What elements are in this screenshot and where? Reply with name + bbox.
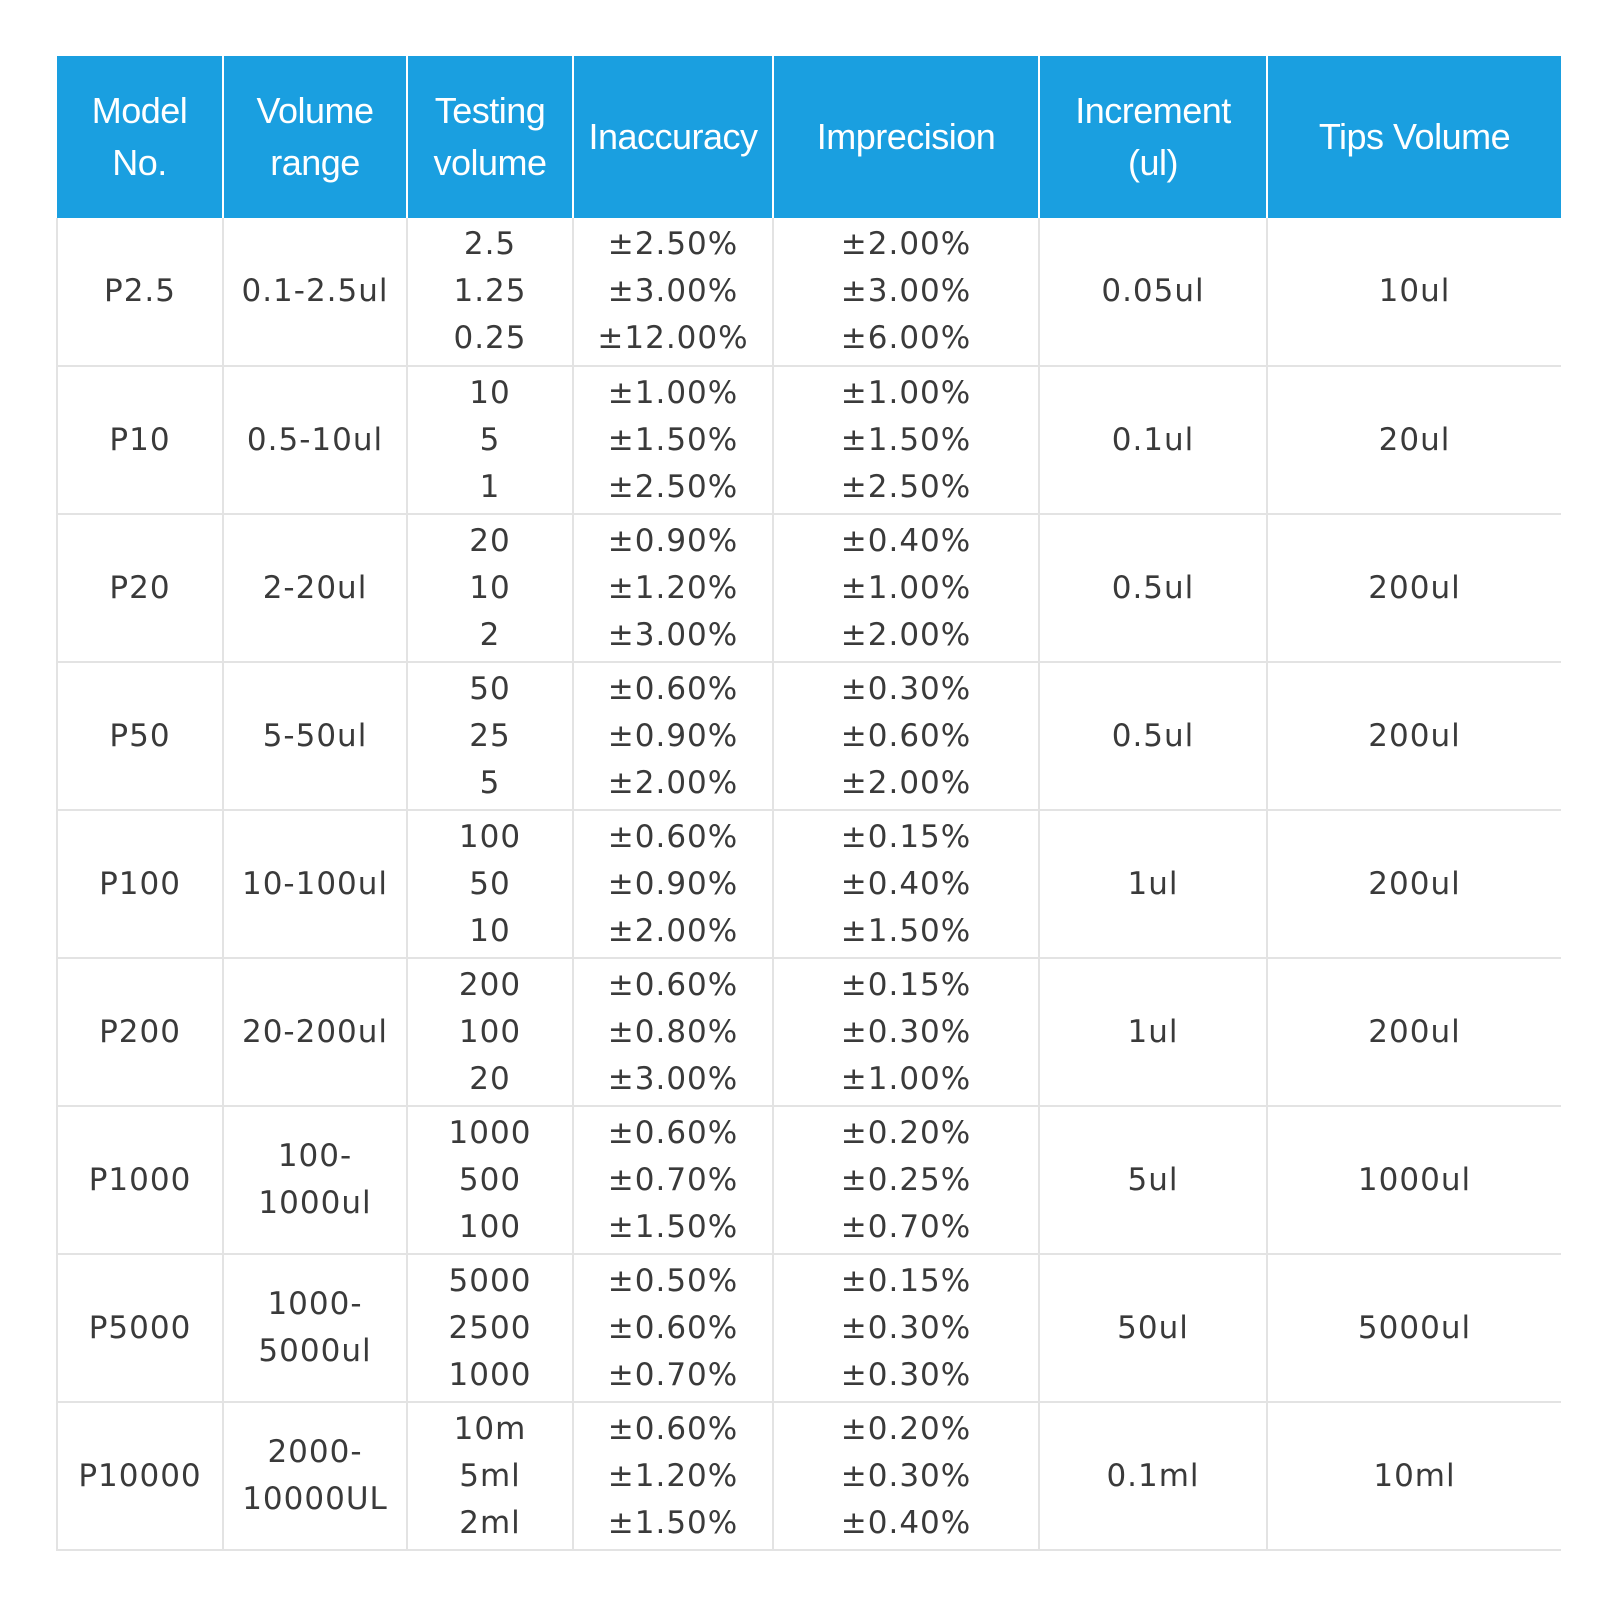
cell-testing-volume-line: 1 xyxy=(479,468,501,505)
cell-inaccuracy xyxy=(573,1254,773,1402)
cell-testing-volume-line: 100 xyxy=(458,1208,522,1245)
cell-testing-volume-line: 5 xyxy=(479,764,501,801)
cell-testing-volume-line: 200 xyxy=(458,966,522,1003)
cell-imprecision-line: ±1.00% xyxy=(840,569,972,606)
cell-inaccuracy xyxy=(573,218,773,366)
cell-volume-range-line: 5000ul xyxy=(258,1333,372,1369)
cell-testing-volume-line: 2 xyxy=(479,616,501,653)
cell-testing-volume-line: 50 xyxy=(469,865,511,902)
cell-imprecision-line: ±0.15% xyxy=(840,1262,972,1299)
cell-imprecision-line: ±0.30% xyxy=(840,1013,972,1050)
cell-model-no: P1000 xyxy=(57,1106,223,1254)
cell-inaccuracy xyxy=(573,1402,773,1550)
table-row xyxy=(57,514,1561,662)
cell-inaccuracy-line: ±0.60% xyxy=(607,818,739,855)
cell-volume-range-line: 0.1-2.5ul xyxy=(241,273,389,309)
cell-imprecision-line: ±1.00% xyxy=(840,1060,972,1097)
cell-tips-volume: 10ul xyxy=(1267,218,1561,366)
table-row xyxy=(57,662,1561,810)
cell-inaccuracy-line: ±3.00% xyxy=(607,273,739,309)
table-body xyxy=(57,218,1561,1550)
cell-increment: 50ul xyxy=(1039,1254,1267,1402)
cell-imprecision xyxy=(773,810,1039,958)
cell-model-no: P100 xyxy=(57,810,223,958)
cell-model-no: P10000 xyxy=(57,1402,223,1550)
cell-volume-range-line: 20-200ul xyxy=(241,1013,389,1050)
cell-imprecision xyxy=(773,514,1039,662)
table-row xyxy=(57,366,1561,514)
cell-inaccuracy xyxy=(573,366,773,514)
cell-volume-range xyxy=(223,1402,407,1550)
cell-volume-range-line: 1000ul xyxy=(258,1185,372,1221)
cell-inaccuracy-line: ±12.00% xyxy=(597,320,749,356)
cell-inaccuracy-line: ±0.50% xyxy=(607,1262,739,1299)
cell-testing-volume-line: 10 xyxy=(469,569,511,606)
cell-testing-volume-line: 5 xyxy=(479,421,501,458)
cell-inaccuracy-line: ±2.00% xyxy=(607,912,739,949)
header-label-line: Increment xyxy=(1075,90,1231,131)
cell-testing-volume-line: 0.25 xyxy=(453,320,527,356)
table-row xyxy=(57,1402,1561,1550)
cell-volume-range-line: 0.5-10ul xyxy=(246,421,384,458)
cell-volume-range-line: 10000UL xyxy=(242,1481,388,1517)
header-row xyxy=(57,56,1561,218)
cell-testing-volume-line: 50 xyxy=(469,670,511,707)
header-label-line: volume xyxy=(433,142,547,183)
cell-volume-range-line: 1000- xyxy=(267,1286,363,1322)
cell-inaccuracy-line: ±2.50% xyxy=(607,468,739,505)
cell-model-no: P200 xyxy=(57,958,223,1106)
cell-testing-volume-line: 10 xyxy=(469,912,511,949)
cell-testing-volume-line: 100 xyxy=(458,1013,522,1050)
header-label-line: Model xyxy=(91,90,188,131)
cell-imprecision-line: ±0.40% xyxy=(840,522,972,559)
cell-volume-range xyxy=(223,218,407,366)
cell-inaccuracy-line: ±1.50% xyxy=(607,1208,739,1245)
cell-testing-volume-line: 2ml xyxy=(459,1504,521,1541)
header-imprecision xyxy=(773,56,1039,218)
cell-inaccuracy-line: ±2.00% xyxy=(607,764,739,801)
cell-tips-volume: 200ul xyxy=(1267,958,1561,1106)
cell-imprecision-line: ±0.40% xyxy=(840,865,972,902)
cell-testing-volume xyxy=(407,514,573,662)
header-label-line: (ul) xyxy=(1128,142,1178,183)
cell-imprecision-line: ±1.50% xyxy=(840,421,972,458)
cell-tips-volume: 10ml xyxy=(1267,1402,1561,1550)
cell-imprecision-line: ±0.25% xyxy=(840,1161,972,1198)
cell-imprecision xyxy=(773,1254,1039,1402)
header-label-line: Tips Volume xyxy=(1318,116,1511,157)
cell-testing-volume-line: 5000 xyxy=(448,1262,532,1299)
cell-testing-volume-line: 20 xyxy=(469,522,511,559)
cell-testing-volume-line: 10 xyxy=(469,374,511,411)
cell-inaccuracy-line: ±0.90% xyxy=(607,865,739,902)
pipette-spec-table xyxy=(56,56,1561,1551)
header-increment xyxy=(1039,56,1267,218)
cell-inaccuracy-line: ±0.90% xyxy=(607,717,739,754)
cell-inaccuracy xyxy=(573,514,773,662)
cell-testing-volume-line: 10m xyxy=(453,1410,527,1447)
cell-volume-range-line: 10-100ul xyxy=(241,865,389,902)
header-model-no xyxy=(57,56,223,218)
cell-imprecision-line: ±0.20% xyxy=(840,1410,972,1447)
cell-testing-volume-line: 2.5 xyxy=(463,226,517,262)
cell-imprecision-line: ±0.40% xyxy=(840,1504,972,1541)
cell-model-no: P10 xyxy=(57,366,223,514)
cell-inaccuracy xyxy=(573,1106,773,1254)
cell-testing-volume xyxy=(407,958,573,1106)
cell-tips-volume: 200ul xyxy=(1267,662,1561,810)
cell-increment: 0.5ul xyxy=(1039,514,1267,662)
cell-inaccuracy-line: ±1.20% xyxy=(607,1457,739,1494)
cell-imprecision-line: ±1.50% xyxy=(840,912,972,949)
cell-inaccuracy-line: ±0.60% xyxy=(607,1309,739,1346)
cell-volume-range xyxy=(223,1254,407,1402)
cell-inaccuracy xyxy=(573,810,773,958)
header-label-line: No. xyxy=(112,142,167,183)
cell-inaccuracy-line: ±0.60% xyxy=(607,670,739,707)
cell-imprecision-line: ±0.15% xyxy=(840,818,972,855)
cell-inaccuracy-line: ±1.50% xyxy=(607,421,739,458)
cell-volume-range xyxy=(223,810,407,958)
header-label-line: range xyxy=(270,142,360,183)
cell-model-no: P50 xyxy=(57,662,223,810)
cell-tips-volume: 200ul xyxy=(1267,810,1561,958)
table-row xyxy=(57,1106,1561,1254)
cell-imprecision-line: ±2.00% xyxy=(840,226,972,262)
cell-inaccuracy-line: ±1.20% xyxy=(607,569,739,606)
cell-model-no: P20 xyxy=(57,514,223,662)
header-testing-volume xyxy=(407,56,573,218)
cell-tips-volume: 5000ul xyxy=(1267,1254,1561,1402)
header-label-line: Volume xyxy=(256,90,374,131)
cell-volume-range xyxy=(223,514,407,662)
header-label-line: Inaccuracy xyxy=(588,116,758,157)
cell-volume-range-line: 100- xyxy=(277,1138,353,1174)
header-label-line: Imprecision xyxy=(816,116,996,157)
cell-testing-volume-line: 1000 xyxy=(448,1356,532,1393)
cell-imprecision-line: ±2.00% xyxy=(840,764,972,801)
cell-tips-volume: 1000ul xyxy=(1267,1106,1561,1254)
cell-volume-range xyxy=(223,366,407,514)
cell-inaccuracy-line: ±0.70% xyxy=(607,1356,739,1393)
cell-volume-range xyxy=(223,1106,407,1254)
cell-testing-volume xyxy=(407,1254,573,1402)
cell-inaccuracy-line: ±1.00% xyxy=(607,374,739,411)
header-label-line: Testing xyxy=(434,90,546,131)
cell-tips-volume: 200ul xyxy=(1267,514,1561,662)
cell-imprecision-line: ±0.30% xyxy=(840,1457,972,1494)
cell-testing-volume-line: 2500 xyxy=(448,1309,532,1346)
header-volume-range xyxy=(223,56,407,218)
cell-inaccuracy-line: ±0.70% xyxy=(607,1161,739,1198)
cell-increment: 0.05ul xyxy=(1039,218,1267,366)
cell-imprecision xyxy=(773,958,1039,1106)
cell-imprecision xyxy=(773,1106,1039,1254)
cell-testing-volume-line: 500 xyxy=(458,1161,522,1198)
cell-imprecision-line: ±0.15% xyxy=(840,966,972,1003)
cell-testing-volume xyxy=(407,366,573,514)
cell-inaccuracy-line: ±1.50% xyxy=(607,1504,739,1541)
table-row xyxy=(57,1254,1561,1402)
cell-imprecision-line: ±0.30% xyxy=(840,1356,972,1393)
cell-imprecision-line: ±2.50% xyxy=(840,468,972,505)
table-row xyxy=(57,958,1561,1106)
cell-testing-volume xyxy=(407,1106,573,1254)
cell-inaccuracy-line: ±0.80% xyxy=(607,1013,739,1050)
cell-tips-volume: 20ul xyxy=(1267,366,1561,514)
cell-imprecision xyxy=(773,366,1039,514)
cell-imprecision-line: ±0.20% xyxy=(840,1114,972,1151)
cell-volume-range-line: 2-20ul xyxy=(262,569,368,606)
cell-inaccuracy-line: ±0.60% xyxy=(607,1410,739,1447)
table-row xyxy=(57,218,1561,366)
cell-imprecision-line: ±3.00% xyxy=(840,273,972,309)
cell-testing-volume-line: 1.25 xyxy=(453,273,527,309)
cell-testing-volume-line: 25 xyxy=(469,717,511,754)
cell-inaccuracy-line: ±0.60% xyxy=(607,966,739,1003)
cell-testing-volume-line: 20 xyxy=(469,1060,511,1097)
cell-inaccuracy-line: ±3.00% xyxy=(607,1060,739,1097)
cell-increment: 0.5ul xyxy=(1039,662,1267,810)
cell-testing-volume-line: 1000 xyxy=(448,1114,532,1151)
cell-increment: 1ul xyxy=(1039,810,1267,958)
header-tips-volume xyxy=(1267,56,1561,218)
cell-inaccuracy xyxy=(573,662,773,810)
cell-testing-volume-line: 5ml xyxy=(459,1457,521,1494)
cell-imprecision-line: ±0.60% xyxy=(840,717,972,754)
cell-increment: 0.1ml xyxy=(1039,1402,1267,1550)
cell-inaccuracy-line: ±2.50% xyxy=(607,226,739,262)
cell-imprecision-line: ±0.30% xyxy=(840,670,972,707)
header-inaccuracy xyxy=(573,56,773,218)
cell-imprecision xyxy=(773,218,1039,366)
cell-testing-volume xyxy=(407,218,573,366)
cell-imprecision-line: ±0.30% xyxy=(840,1309,972,1346)
cell-imprecision-line: ±6.00% xyxy=(840,320,972,356)
cell-testing-volume xyxy=(407,810,573,958)
cell-volume-range xyxy=(223,958,407,1106)
cell-volume-range-line: 2000- xyxy=(267,1434,363,1470)
table-row xyxy=(57,810,1561,958)
cell-inaccuracy-line: ±0.60% xyxy=(607,1114,739,1151)
cell-increment: 0.1ul xyxy=(1039,366,1267,514)
cell-inaccuracy-line: ±0.90% xyxy=(607,522,739,559)
cell-imprecision xyxy=(773,662,1039,810)
cell-testing-volume xyxy=(407,1402,573,1550)
cell-imprecision-line: ±2.00% xyxy=(840,616,972,653)
cell-inaccuracy xyxy=(573,958,773,1106)
cell-increment: 1ul xyxy=(1039,958,1267,1106)
cell-volume-range-line: 5-50ul xyxy=(262,717,368,754)
cell-imprecision-line: ±0.70% xyxy=(840,1208,972,1245)
cell-testing-volume xyxy=(407,662,573,810)
cell-imprecision xyxy=(773,1402,1039,1550)
cell-volume-range xyxy=(223,662,407,810)
cell-testing-volume-line: 100 xyxy=(458,818,522,855)
cell-model-no: P5000 xyxy=(57,1254,223,1402)
cell-model-no: P2.5 xyxy=(57,218,223,366)
cell-imprecision-line: ±1.00% xyxy=(840,374,972,411)
cell-inaccuracy-line: ±3.00% xyxy=(607,616,739,653)
cell-increment: 5ul xyxy=(1039,1106,1267,1254)
